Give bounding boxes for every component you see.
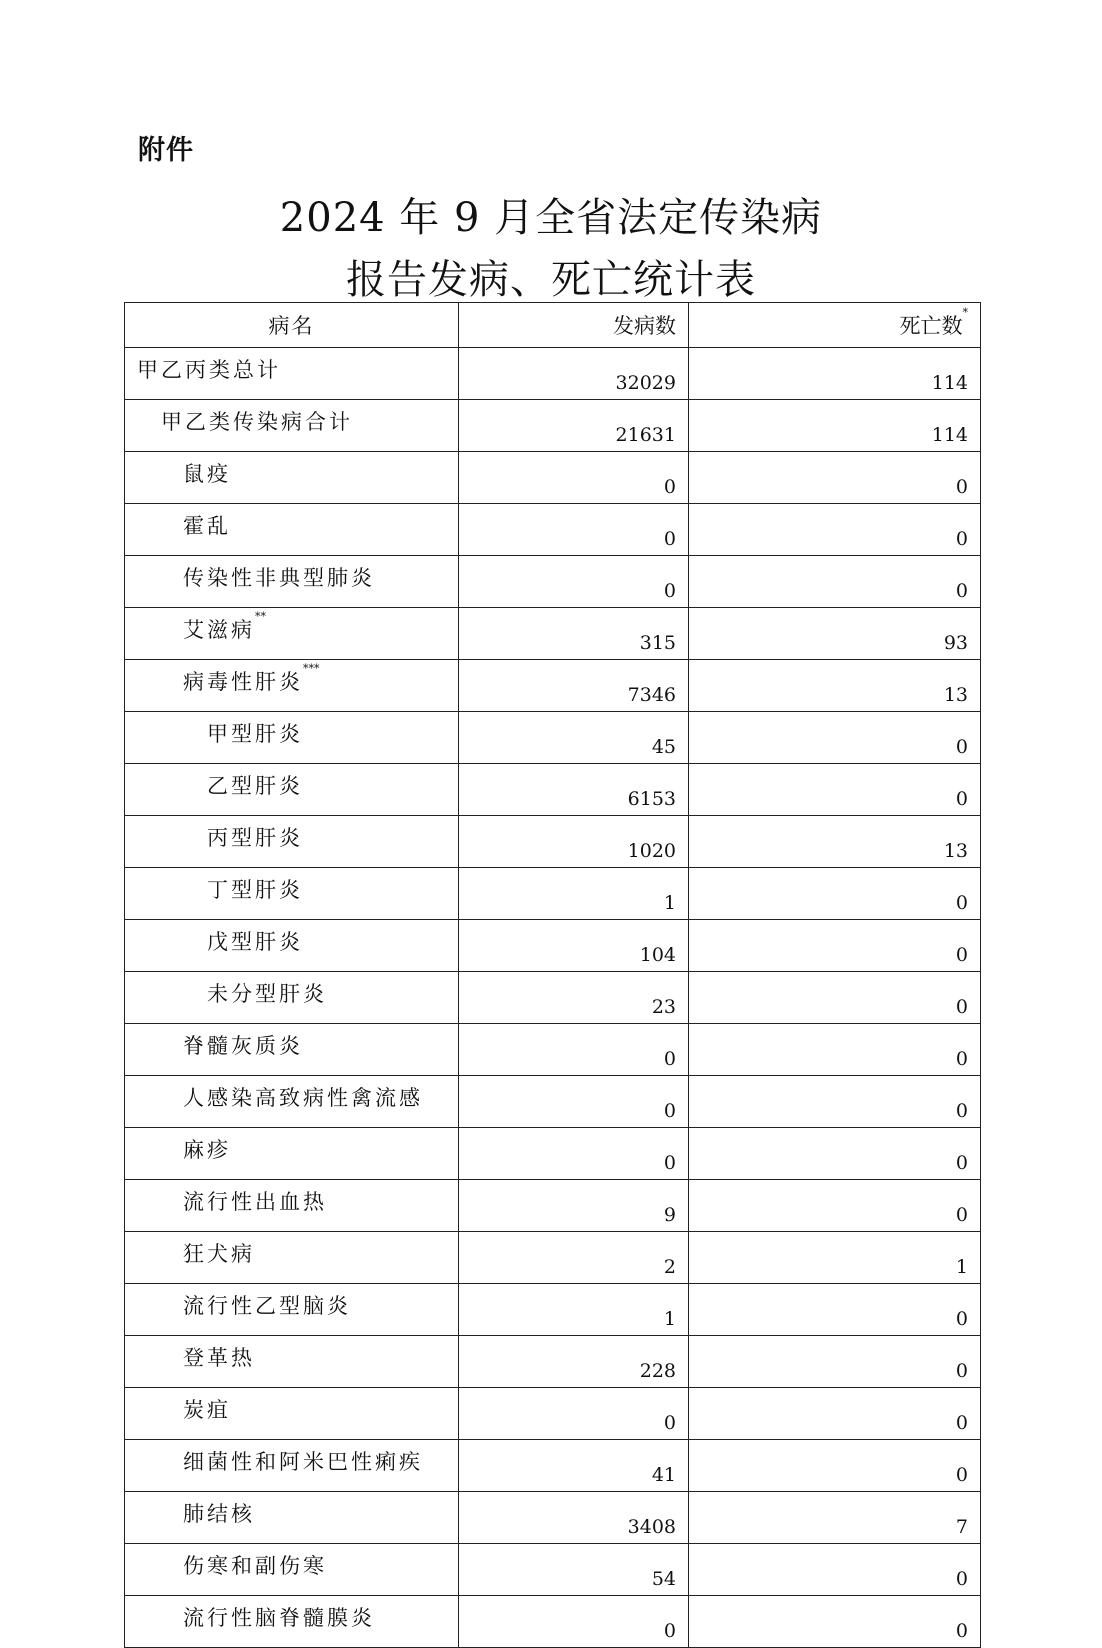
table-row: [125, 920, 981, 972]
table-header-row: [125, 303, 981, 348]
table-row: [125, 348, 981, 400]
cases-cell: 104: [459, 920, 689, 972]
disease-name-cell: [125, 920, 459, 972]
disease-name: 丙型肝炎: [207, 826, 303, 850]
cases-cell: 45: [459, 712, 689, 764]
disease-name-cell: [125, 452, 459, 504]
disease-name: 甲乙类传染病合计: [161, 410, 353, 434]
table-row: [125, 1024, 981, 1076]
deaths-cell: 0: [689, 1336, 981, 1388]
cases-cell: 6153: [459, 764, 689, 816]
cases-cell: 228: [459, 1336, 689, 1388]
disease-name: 麻疹: [183, 1138, 231, 1162]
table-row: [125, 816, 981, 868]
deaths-cell: 0: [689, 1388, 981, 1440]
disease-name-cell: [125, 1492, 459, 1544]
table-row: [125, 660, 981, 712]
cases-cell: 0: [459, 1596, 689, 1648]
disease-name-cell: [125, 764, 459, 816]
table-row: [125, 1596, 981, 1648]
disease-name-cell: [125, 1440, 459, 1492]
header-disease-name: 病名: [125, 303, 459, 348]
table-row: [125, 1388, 981, 1440]
cases-cell: 7346: [459, 660, 689, 712]
disease-name-cell: [125, 556, 459, 608]
cases-cell: 315: [459, 608, 689, 660]
cases-cell: 0: [459, 556, 689, 608]
deaths-cell: 0: [689, 712, 981, 764]
cases-cell: 0: [459, 452, 689, 504]
cases-cell: 1: [459, 868, 689, 920]
cases-cell: 23: [459, 972, 689, 1024]
cases-cell: 32029: [459, 348, 689, 400]
disease-name-cell: [125, 400, 459, 452]
cases-cell: 1: [459, 1284, 689, 1336]
cases-cell: 41: [459, 1440, 689, 1492]
deaths-cell: 0: [689, 868, 981, 920]
cases-cell: 21631: [459, 400, 689, 452]
disease-name: 伤寒和副伤寒: [183, 1554, 327, 1578]
disease-name-cell: [125, 1596, 459, 1648]
table-row: [125, 712, 981, 764]
disease-name: 甲型肝炎: [207, 722, 303, 746]
disease-name: 丁型肝炎: [207, 878, 303, 902]
disease-name-cell: [125, 816, 459, 868]
disease-name-cell: [125, 1076, 459, 1128]
disease-name-cell: [125, 1388, 459, 1440]
table-row: [125, 1284, 981, 1336]
disease-name-cell: [125, 712, 459, 764]
disease-name-cell: [125, 972, 459, 1024]
table-row: [125, 556, 981, 608]
disease-name-cell: [125, 1128, 459, 1180]
disease-name-cell: [125, 1232, 459, 1284]
disease-name: 流行性乙型脑炎: [183, 1294, 351, 1318]
table-row: [125, 868, 981, 920]
deaths-cell: 0: [689, 972, 981, 1024]
deaths-cell: 0: [689, 1284, 981, 1336]
footnote-mark: ***: [303, 662, 320, 675]
disease-name: 狂犬病: [183, 1242, 255, 1266]
deaths-cell: 0: [689, 1440, 981, 1492]
header-deaths-label: 死亡数: [899, 314, 963, 338]
disease-name: 流行性出血热: [183, 1190, 327, 1214]
disease-name: 流行性脑脊髓膜炎: [183, 1606, 375, 1630]
disease-name-cell: [125, 608, 459, 660]
table-body: [125, 348, 981, 1648]
disease-name: 霍乱: [183, 514, 231, 538]
table-row: [125, 1336, 981, 1388]
deaths-cell: 13: [689, 816, 981, 868]
deaths-cell: 0: [689, 764, 981, 816]
deaths-cell: 0: [689, 1180, 981, 1232]
deaths-cell: 114: [689, 400, 981, 452]
deaths-cell: 0: [689, 1544, 981, 1596]
disease-name: 病毒性肝炎: [183, 670, 303, 694]
deaths-cell: 93: [689, 608, 981, 660]
cases-cell: 0: [459, 1128, 689, 1180]
deaths-cell: 0: [689, 920, 981, 972]
cases-cell: 2: [459, 1232, 689, 1284]
disease-name: 肺结核: [183, 1502, 255, 1526]
cases-cell: 0: [459, 504, 689, 556]
disease-name-cell: [125, 660, 459, 712]
deaths-cell: 7: [689, 1492, 981, 1544]
table-row: [125, 400, 981, 452]
disease-name-cell: [125, 1284, 459, 1336]
header-deaths: [689, 303, 981, 348]
disease-name-cell: [125, 1336, 459, 1388]
header-cases: 发病数: [459, 303, 689, 348]
footnote-mark: **: [255, 610, 266, 623]
disease-name-cell: [125, 868, 459, 920]
disease-name: 戊型肝炎: [207, 930, 303, 954]
disease-name: 登革热: [183, 1346, 255, 1370]
table-row: [125, 452, 981, 504]
table-row: [125, 504, 981, 556]
deaths-cell: 0: [689, 452, 981, 504]
disease-name: 传染性非典型肺炎: [183, 566, 375, 590]
deaths-cell: 0: [689, 504, 981, 556]
table-row: [125, 1128, 981, 1180]
disease-name: 脊髓灰质炎: [183, 1034, 303, 1058]
deaths-cell: 114: [689, 348, 981, 400]
cases-cell: 3408: [459, 1492, 689, 1544]
deaths-cell: 0: [689, 1024, 981, 1076]
table-row: [125, 1440, 981, 1492]
disease-name: 炭疽: [183, 1398, 231, 1422]
cases-cell: 0: [459, 1076, 689, 1128]
deaths-cell: 0: [689, 556, 981, 608]
deaths-cell: 0: [689, 1128, 981, 1180]
table-row: [125, 1180, 981, 1232]
disease-name: 甲乙丙类总计: [137, 358, 281, 382]
table-row: [125, 764, 981, 816]
disease-name: 艾滋病: [183, 618, 255, 642]
table-row: [125, 1544, 981, 1596]
table-row: [125, 1076, 981, 1128]
disease-name-cell: [125, 1024, 459, 1076]
deaths-cell: 0: [689, 1076, 981, 1128]
cases-cell: 54: [459, 1544, 689, 1596]
table-row: [125, 1492, 981, 1544]
table-row: [125, 1232, 981, 1284]
cases-cell: 0: [459, 1024, 689, 1076]
page-title-line1: 2024 年 9 月全省法定传染病: [279, 195, 823, 241]
disease-statistics-table: [124, 302, 981, 1648]
page-title-line2: 报告发病、死亡统计表: [346, 257, 756, 303]
disease-name: 细菌性和阿米巴性痢疾: [183, 1450, 423, 1474]
disease-name-cell: [125, 348, 459, 400]
disease-name: 乙型肝炎: [207, 774, 303, 798]
disease-name: 未分型肝炎: [207, 982, 327, 1006]
deaths-cell: 0: [689, 1596, 981, 1648]
table-row: [125, 608, 981, 660]
disease-name-cell: [125, 1544, 459, 1596]
cases-cell: 1020: [459, 816, 689, 868]
cases-cell: 0: [459, 1388, 689, 1440]
deaths-cell: 1: [689, 1232, 981, 1284]
disease-name: 人感染高致病性禽流感: [183, 1086, 423, 1110]
table-row: [125, 972, 981, 1024]
attachment-label: 附件: [138, 135, 194, 166]
disease-name: 鼠疫: [183, 462, 231, 486]
disease-name-cell: [125, 504, 459, 556]
header-deaths-mark: *: [962, 306, 968, 319]
deaths-cell: 13: [689, 660, 981, 712]
disease-name-cell: [125, 1180, 459, 1232]
cases-cell: 9: [459, 1180, 689, 1232]
